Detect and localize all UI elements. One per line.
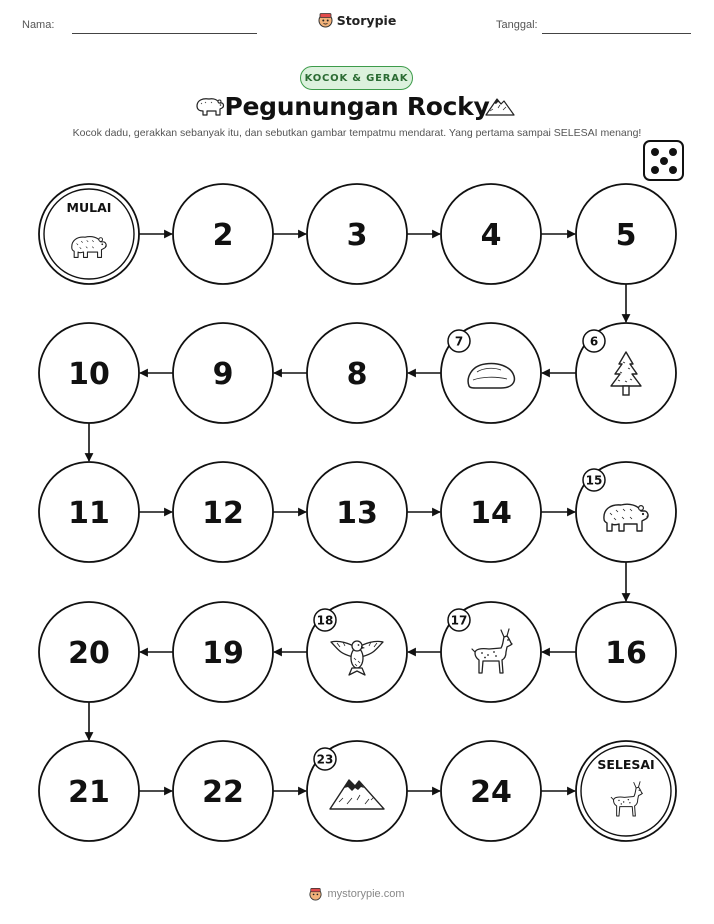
board-space-14[interactable] — [441, 462, 541, 562]
space-number-label: 15 — [585, 473, 603, 488]
board-space-21[interactable] — [39, 741, 139, 841]
board-space-15[interactable] — [576, 462, 676, 562]
board-space-7[interactable] — [441, 323, 541, 423]
start-space[interactable] — [39, 184, 139, 284]
space-number-label: 20 — [68, 636, 110, 671]
start-label: MULAI — [66, 200, 112, 215]
space-number-label: 8 — [346, 357, 368, 392]
board-space-24[interactable] — [441, 741, 541, 841]
space-number-label: 9 — [212, 357, 234, 392]
space-number-label: 16 — [605, 636, 647, 671]
board-space-22[interactable] — [173, 741, 273, 841]
brand-name: Storypie — [336, 12, 397, 28]
board-space-18[interactable] — [307, 602, 407, 702]
space-number-label: 17 — [450, 613, 468, 628]
board-space-12[interactable] — [173, 462, 273, 562]
board-space-16[interactable] — [576, 602, 676, 702]
board-space-4[interactable] — [441, 184, 541, 284]
space-number-label: 23 — [316, 752, 334, 767]
space-number-label: 21 — [68, 775, 110, 810]
board-space-6[interactable] — [576, 323, 676, 423]
space-number-label: 11 — [68, 496, 110, 531]
storypie-mascot-icon — [309, 887, 322, 901]
board-space-13[interactable] — [307, 462, 407, 562]
board-space-10[interactable] — [39, 323, 139, 423]
board-space-2[interactable] — [173, 184, 273, 284]
footer — [0, 887, 714, 901]
finish-label: SELESAI — [597, 757, 655, 772]
space-number-label: 12 — [202, 496, 244, 531]
date-label: Tanggal: — [496, 19, 538, 31]
space-number-label: 2 — [212, 218, 234, 253]
space-number-label: 10 — [68, 357, 110, 392]
rock-icon — [468, 364, 514, 389]
space-circle — [39, 184, 139, 284]
space-number-label: 4 — [480, 218, 502, 253]
finish-space[interactable] — [576, 741, 676, 841]
board-space-20[interactable] — [39, 602, 139, 702]
board-space-3[interactable] — [307, 184, 407, 284]
board-space-5[interactable] — [576, 184, 676, 284]
board-space-8[interactable] — [307, 323, 407, 423]
footer-url[interactable]: mystorypie.com — [327, 888, 405, 900]
board-space-19[interactable] — [173, 602, 273, 702]
board-space-11[interactable] — [39, 462, 139, 562]
space-number-label: 7 — [454, 334, 464, 349]
space-number-label: 14 — [470, 496, 512, 531]
board-space-23[interactable] — [307, 741, 407, 841]
page-title: Pegunungan Rocky — [224, 92, 490, 121]
space-number-label: 13 — [336, 496, 378, 531]
board-space-9[interactable] — [173, 323, 273, 423]
board-space-17[interactable] — [441, 602, 541, 702]
board-spaces — [39, 184, 676, 841]
space-number-label: 22 — [202, 775, 244, 810]
space-number-label: 24 — [470, 775, 512, 810]
name-label: Nama: — [22, 19, 55, 31]
space-number-label: 18 — [316, 613, 334, 628]
space-number-label: 19 — [202, 636, 244, 671]
space-number-label: 3 — [346, 218, 368, 253]
space-number-label: 6 — [589, 334, 599, 349]
space-number-label: 5 — [615, 218, 637, 253]
space-circle — [576, 741, 676, 841]
category-badge: KOCOK & GERAK — [300, 66, 413, 90]
instructions-text: Kocok dadu, gerakkan sebanyak itu, dan sebutkan gambar tempatmu mendarat. Yang pertama sampai SELESAI menang! — [72, 127, 642, 139]
